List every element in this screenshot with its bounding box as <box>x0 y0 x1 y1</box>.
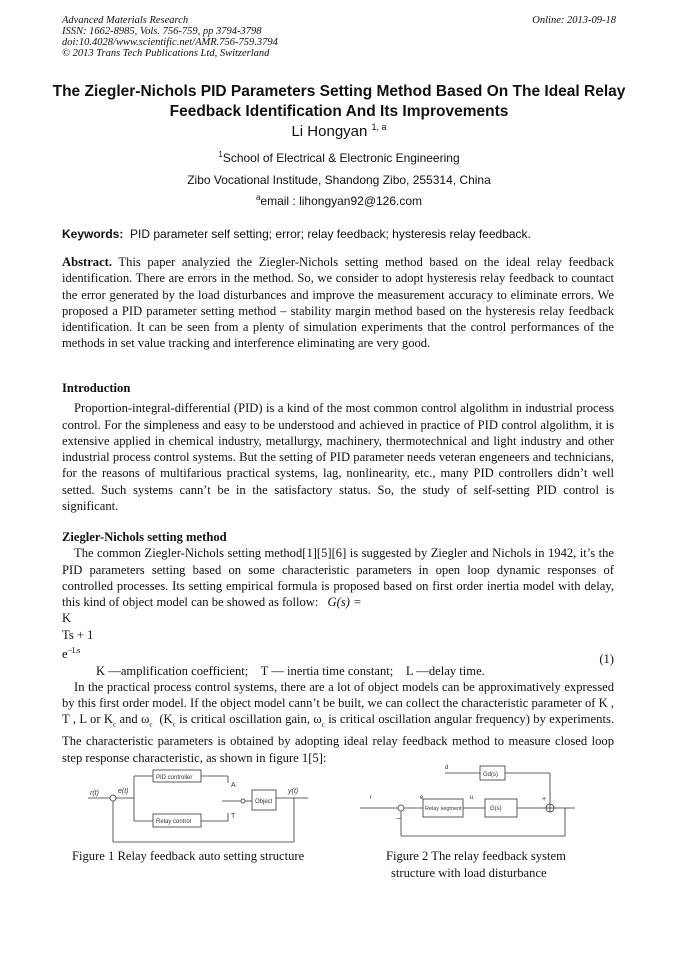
abstract-label: Abstract. <box>62 255 113 269</box>
eq-lhs: G(s) = <box>327 595 362 610</box>
def-t: T — inertia time constant; <box>260 663 394 678</box>
p2d: is critical oscillation gain, ω <box>179 712 322 727</box>
p2e: is critical oscillation angular frequency) by experiments. The characteristic parameters is obtained by adopting ideal relay feedback method to measure closed loop step response characteristic, as shown in figure 1[5]: <box>62 712 614 765</box>
online-date: Online: 2013-09-18 <box>532 15 616 26</box>
abstract <box>62 254 614 352</box>
copyright: © 2013 Trans Tech Publications Ltd, Switzerland <box>62 48 270 59</box>
p2c: (K <box>159 712 173 727</box>
affiliation-2: Zibo Vocational Institude, Shandong Zibo, 255314, China <box>187 173 491 187</box>
fig1-a: A <box>231 782 236 789</box>
doi: doi:10.4028/www.scientific.net/AMR.756-759.3794 <box>62 37 278 48</box>
figure-1-diagram <box>88 765 348 845</box>
fig1-t: T <box>231 813 236 820</box>
fig2-r: r <box>370 795 372 801</box>
intro-text: Proportion-integral-differential (PID) is a kind of the most common control algolithm in industrial process control. For the simpleness and easy to be understood and achieved in practice of PID control algolithm, it is extensive applied in chemical industry, metallurgy, machinery, thermotechnical and light industry and other industrial process control systems. But the setting of PID parameter needs veteran engeneers and technicians, for the reasons of multifarious practical systems, lag, nonlinearity, etc., many PID controllers didn’t well setted. Such systems cann’t be in the satisfactory status. So, the study of self-setting PID control is significant. <box>62 401 614 514</box>
eq-exp: e <box>62 647 68 662</box>
zn-section <box>62 529 614 766</box>
fig2-caption-1: Figure 2 The relay feedback system <box>386 849 566 863</box>
author-sup: 1, a <box>371 122 387 132</box>
fig2-relay: Relay segment <box>425 806 462 812</box>
def-l: L —delay time. <box>405 663 485 678</box>
introduction-section <box>62 380 614 514</box>
keywords <box>62 226 614 242</box>
email-sup: a <box>255 193 261 202</box>
issn: ISSN: 1662-8985, Vols. 756-759, pp 3794-3798 <box>62 26 262 37</box>
aff-line1: School of Electrical & Electronic Engineering <box>222 151 460 165</box>
journal-name: Advanced Materials Research <box>62 15 189 26</box>
fig2-caption-2: structure with load disturbance <box>391 866 547 880</box>
sub-c: c <box>149 720 153 729</box>
figure-2 <box>360 763 620 848</box>
author-name: Li Hongyan <box>291 123 368 140</box>
fig2-d: d <box>445 765 449 771</box>
eq-label: (1) <box>599 652 614 667</box>
fig1-object: Object <box>255 799 273 805</box>
def-k: K —amplification coefficient; <box>96 663 249 678</box>
fig2-minus: − <box>396 814 401 823</box>
fig1-relay: Relay control <box>156 819 192 825</box>
p2a: In the practical process control systems, there are a lot of object models can be approximatively expressed by this first order model. If the object model cann’t be built, we can collect the characteristic parameter of K , T , L or K <box>62 679 614 727</box>
keywords-text: PID parameter self setting; error; relay feedback; hysteresis relay feedback. <box>130 227 531 241</box>
sub-c: c <box>172 720 176 729</box>
paper-title: The Ziegler-Nichols PID Parameters Setting Method Based On The Ideal Relay Feedback Identification And Its Improvements <box>52 83 626 120</box>
affiliation-1 <box>0 150 678 165</box>
figure-1-caption: Figure 1 Relay feedback auto setting structure <box>72 849 305 863</box>
eq-sup: −Ls <box>67 646 81 656</box>
zn-para-2 <box>62 679 614 766</box>
email <box>0 193 678 208</box>
fig2-gd: Gd(s) <box>483 772 498 778</box>
author <box>0 122 678 140</box>
email-text: email : lihongyan92@126.com <box>260 194 423 208</box>
fig2-u: u <box>470 795 474 801</box>
fig1-e: e(t) <box>118 788 129 795</box>
equation-1 <box>328 595 365 609</box>
fig2-g: G(s) <box>490 806 502 812</box>
journal-header <box>62 15 278 59</box>
zn-heading: Ziegler-Nichols setting method <box>62 530 227 544</box>
fig1-y: y(t) <box>288 788 299 795</box>
zn-para-1 <box>62 545 614 610</box>
fig1-r: r(t) <box>90 790 99 797</box>
definitions <box>62 663 614 679</box>
figure-1 <box>88 765 348 850</box>
abstract-text: This paper analyzied the Ziegler-Nichols setting method based on the ideal relay feedback identification. There are errors in the method. So, we consider to adopt hysteresis relay feedback to countact the error generated by the load disturbances and improve the measurement accuracy to eliminate errors. We proposed a PID parameter setting method – stability margin method based on the hysteresis relay feedback identification. It can be seen from a plenty of simulation experiments that the control performances of the methods in set value tracking and interference eliminating are very good. <box>62 255 615 351</box>
fig2-e: e <box>420 795 424 801</box>
eq-numerator: K <box>62 611 72 626</box>
figure-2-diagram <box>360 763 620 843</box>
sub-c: c <box>113 720 117 729</box>
figure-2-caption <box>386 848 566 882</box>
aff-sup: 1 <box>218 150 223 159</box>
sub-c: c <box>321 720 325 729</box>
zn-p1-text: The common Ziegler-Nichols setting method[1][5][6] is suggested by Ziegler and Nichols in 1942, it’s the PID parameters setting based on some characteristic parameters in open loop dynamic responses of controlled processes. Its setting empirical formula is proposed based on first order inertia model with delay, this kind of object model can be showed as follow: <box>62 546 614 610</box>
intro-heading: Introduction <box>62 381 131 395</box>
p2b: and ω <box>119 712 150 727</box>
keywords-label: Keywords: <box>62 227 124 241</box>
fig2-plus: + <box>542 796 547 803</box>
eq-denominator: Ts + 1 <box>62 627 94 642</box>
fig1-pid: PID controller <box>156 775 193 781</box>
